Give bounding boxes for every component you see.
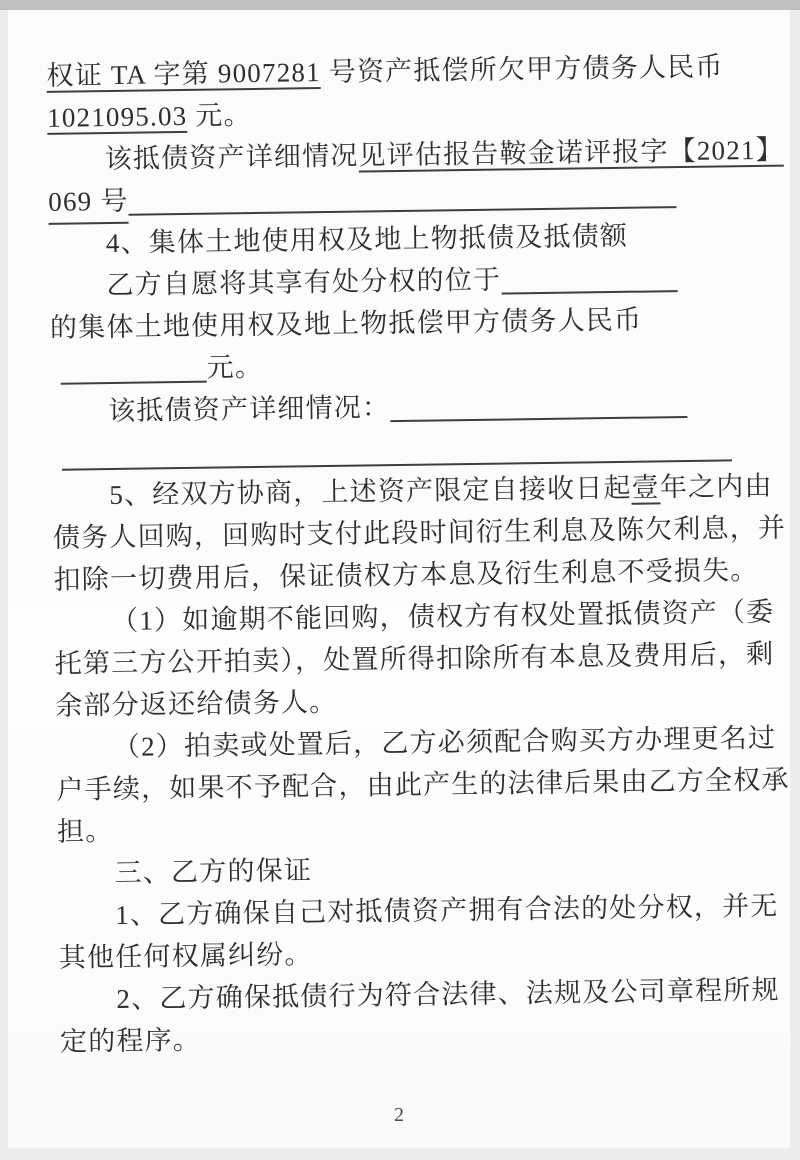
doc-text: 该抵债资产详细情况： <box>108 392 391 427</box>
doc-text: 定的程序。 <box>59 1024 202 1057</box>
ref-number-text: 069 号 <box>48 180 129 225</box>
subclause-2-text: （2）拍卖或处置后，乙方必须配合购买方办理更名过 <box>112 722 777 763</box>
cert-number-text: 权证 TA 字第 9007281 <box>46 57 322 91</box>
doc-text: 三、乙方的保证 <box>114 855 313 889</box>
blank-underline <box>501 256 678 294</box>
doc-text: 余部分返还给债务人。 <box>55 686 338 721</box>
contract-body <box>2 5 800 1154</box>
doc-text: 的集体土地使用权及地上物抵偿甲方债务人民币 <box>49 304 643 343</box>
doc-text: 年之内由 <box>659 470 773 503</box>
doc-text: 该抵债资产详细情况 <box>104 140 359 175</box>
doc-text: 担。 <box>56 816 114 847</box>
subclause-1-text: （1）如逾期不能回购，债权方有权处置抵债资产（委 <box>110 596 775 637</box>
doc-text: 乙方自愿将其享有处分权的位于 <box>106 264 502 301</box>
guarantee-1-text: 1、乙方确保自己对抵债资产拥有合法的处分权，并无 <box>115 890 779 931</box>
blank-underline <box>390 382 687 422</box>
guarantee-2-text: 2、乙方确保抵债行为符合法律、法规及公司章程所规 <box>116 974 780 1014</box>
doc-text: 扣除一切费用后，保证债权方本息及衍生利息不受损失。 <box>53 554 759 595</box>
doc-text: 元。 <box>206 351 264 383</box>
doc-text: 户手续，如果不予配合，由此产生的法律后果由乙方全权承 <box>56 764 790 805</box>
contract-page <box>8 10 790 1148</box>
blank-underline <box>128 172 676 216</box>
doc-text: 其他任何权属纠纷。 <box>58 939 313 973</box>
doc-line <box>60 1011 755 1063</box>
clause-4-heading: 4、集体土地使用权及地上物抵债及抵债额 <box>105 220 629 259</box>
amount-text: 1021095.03 <box>46 100 188 133</box>
blank-underline <box>60 347 206 385</box>
doc-text: 号资产抵偿所欠甲方债务人民币 <box>320 51 724 88</box>
doc-text: 元。 <box>187 100 252 131</box>
appraisal-ref-text: 见评估报告鞍金诺评报字【2021】 <box>358 134 785 171</box>
doc-text: 债务人回购，回购时支付此段时间衍生利息及陈欠利息，并 <box>52 512 787 553</box>
page-number: 2 <box>394 1104 404 1126</box>
emphasized-text: 壹 <box>631 472 661 503</box>
doc-text: 托第三方公开拍卖），处置所得扣除所有本息及费用后，剩 <box>54 638 775 679</box>
clause-5-text: 5、经双方协商，上述资产限定自接收日起 <box>109 472 632 511</box>
